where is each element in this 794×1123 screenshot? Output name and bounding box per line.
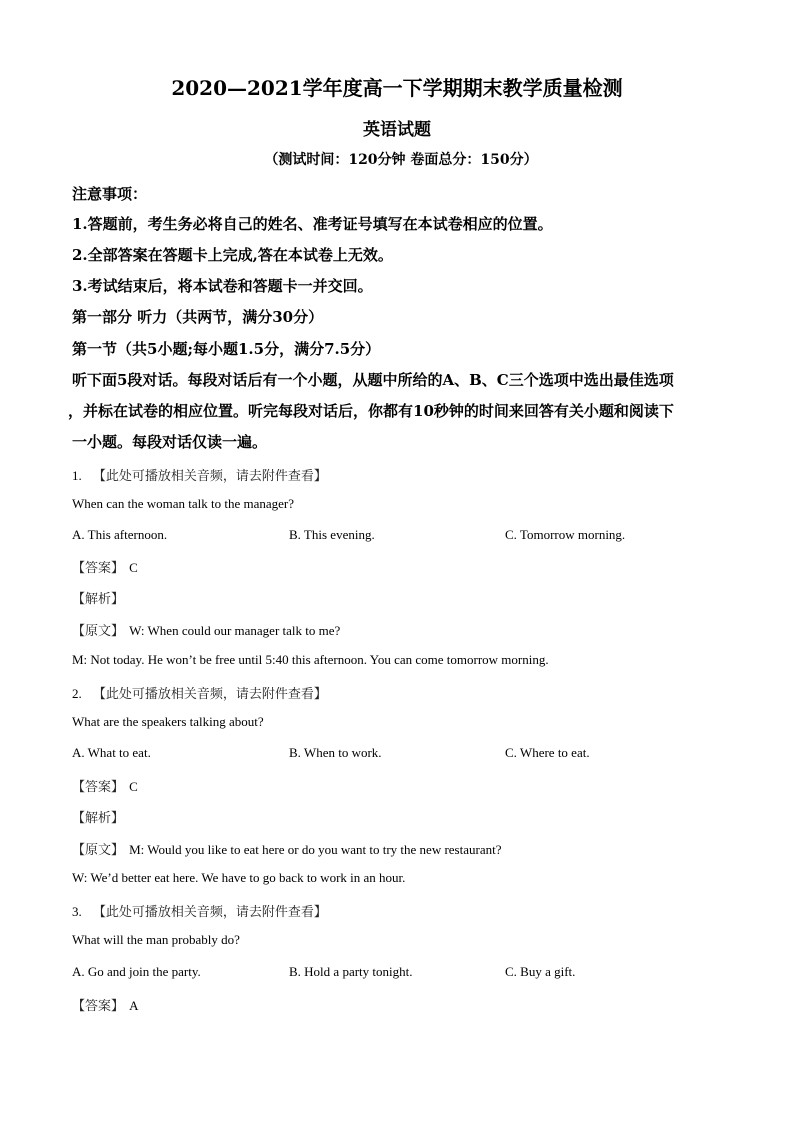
answer-line: [72, 776, 138, 795]
section-heading: 第一节（共5小题;每小题1.5分，满分7.5分）: [72, 340, 381, 358]
question-number: 3.: [72, 904, 82, 919]
answer-value: C: [129, 779, 138, 794]
exam-meta: （测试时间：120分钟 卷面总分：150分）: [264, 152, 538, 168]
question-stem: What are the speakers talking about?: [72, 714, 264, 729]
question-2-audio-line: [72, 683, 327, 702]
note-item: 3.考试结束后，将本试卷和答题卡一并交回。: [72, 277, 373, 295]
note-item: 2.全部答案在答题卡上完成,答在本试卷上无效。: [72, 246, 393, 264]
option-c: C. Where to eat.: [505, 745, 590, 760]
subject-title: 英语试题: [363, 120, 431, 140]
transcript-text: M: Would you like to eat here or do you want to try the new restaurant?: [129, 842, 502, 857]
transcript-line: [72, 839, 501, 858]
original-label: 【原文】: [72, 843, 125, 858]
option-a: A. What to eat.: [72, 745, 151, 760]
answer-value: C: [129, 560, 138, 575]
notes-heading: 注意事项：: [72, 185, 148, 203]
transcript-line: [72, 620, 340, 639]
audio-attachment-link[interactable]: 【此处可播放相关音频，请去附件查看】: [92, 905, 327, 920]
analysis-label: 【解析】: [72, 592, 125, 607]
page-title: 2020—2021学年度高一下学期期末教学质量检测: [171, 76, 623, 100]
option-a: A. This afternoon.: [72, 527, 168, 542]
instructions-line: 一小题。每段对话仅读一遍。: [72, 433, 268, 451]
note-item: 1.答题前，考生务必将自己的姓名、准考证号填写在本试卷相应的位置。: [72, 215, 553, 233]
answer-label: 【答案】: [72, 780, 125, 795]
answer-line: [72, 557, 138, 576]
audio-attachment-link[interactable]: 【此处可播放相关音频，请去附件查看】: [92, 469, 327, 484]
option-c: C. Tomorrow morning.: [505, 527, 626, 542]
original-label: 【原文】: [72, 624, 125, 639]
transcript-text: M: Not today. He won’t be free until 5:40 this afternoon. You can come tomorrow morning.: [72, 652, 549, 667]
answer-label: 【答案】: [72, 561, 125, 576]
question-stem: When can the woman talk to the manager?: [72, 496, 294, 511]
option-b: B. This evening.: [289, 527, 375, 542]
question-1-audio-line: [72, 465, 327, 484]
question-number: 1.: [72, 468, 82, 483]
question-stem: What will the man probably do?: [72, 932, 240, 947]
audio-attachment-link[interactable]: 【此处可播放相关音频，请去附件查看】: [92, 687, 327, 702]
part-heading: 第一部分 听力（共两节，满分30分）: [72, 308, 324, 326]
answer-value: A: [129, 998, 139, 1013]
answer-label: 【答案】: [72, 999, 125, 1014]
option-a: A. Go and join the party.: [72, 964, 201, 979]
instructions-line: ，并标在试卷的相应位置。听完每段对话后，你都有10秒钟的时间来回答有关小题和阅读下: [68, 402, 674, 420]
question-3-audio-line: [72, 901, 327, 920]
question-number: 2.: [72, 686, 82, 701]
transcript-text: W: We’d better eat here. We have to go back to work in an hour.: [72, 870, 406, 885]
transcript-text: W: When could our manager talk to me?: [129, 623, 341, 638]
option-b: B. Hold a party tonight.: [289, 964, 413, 979]
option-b: B. When to work.: [289, 745, 382, 760]
instructions-line: 听下面5段对话。每段对话后有一个小题，从题中所给的A、B、C三个选项中选出最佳选项: [72, 371, 674, 389]
answer-line: [72, 995, 139, 1014]
analysis-label: 【解析】: [72, 811, 125, 826]
option-c: C. Buy a gift.: [505, 964, 576, 979]
